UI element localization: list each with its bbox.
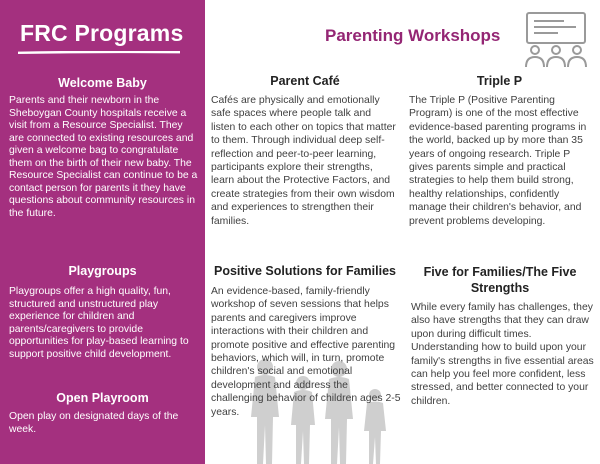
open-playroom-heading: Open Playroom [56,391,149,405]
main-content [205,0,600,464]
sidebar-panel [0,0,205,464]
playgroups-heading: Playgroups [68,264,137,278]
positive-solutions-text: An evidence-based, family-friendly workshop of seven sessions that helps parents and caregivers improve interactions with their children and promote positive and effective parenting behaviors, which will, in turn, promote children's social and emotional development and address the challenging behavior of children ages 2-5 years. [211,286,401,418]
parent-cafe-text: Cafés are physically and emotionally safe spaces where people talk and listen to each other on topics that matter to them. Through individual deep self-reflection and peer-to-peer learning, participants explore their strengths, learn about the Protective Factors, and create strategies from their own wisdom and experiences to strengthen their families. [211,95,396,227]
title-underline-decoration [18,51,180,54]
positive-solutions-heading: Positive Solutions for Families [214,264,396,278]
playgroups-text: Playgroups offer a high quality, fun, structured and unstructured play experience for children and parents/caregivers to provide opportunities for play-based learning to support positive child development. [9,286,189,360]
open-playroom-text: Open play on designated days of the week. [9,411,179,435]
parent-cafe-heading: Parent Café [270,74,340,88]
sidebar-title: FRC Programs [20,20,184,46]
triple-p-heading: Triple P [476,74,523,88]
welcome-baby-text: Parents and their newborn in the Sheboygan County hospitals receive a visit from a Resource Specialist. They are connected to existing resources and given a welcome bag to congratulate them on the birth of their new baby. The Resource Specialist can continue to be a contact person for parents it they have questions about community resources in the future. [9,95,198,219]
welcome-baby-heading: Welcome Baby [58,76,147,90]
triple-p-text: The Triple P (Positive Parenting Program) is one of the most effective evidence-based parenting programs in the world, backed up by more than 35 years of ongoing research. Triple P gives parents simple and practical strategies to help them build strong, healthy relationships, confidently manage their children's behavior, and prevent problems developing. [409,95,587,227]
presentation-audience-icon [518,11,594,69]
section-title: Parenting Workshops [325,26,501,45]
five-for-families-text: While every family has challenges, they also have strengths that they can draw upon during difficult times. Understanding how to build upon your family's strengths in five essential areas can help you feel more confident, less stressed, and better connected to your children. [411,302,594,407]
five-for-families-heading: Five for Families/The Five Strengths [423,265,577,295]
